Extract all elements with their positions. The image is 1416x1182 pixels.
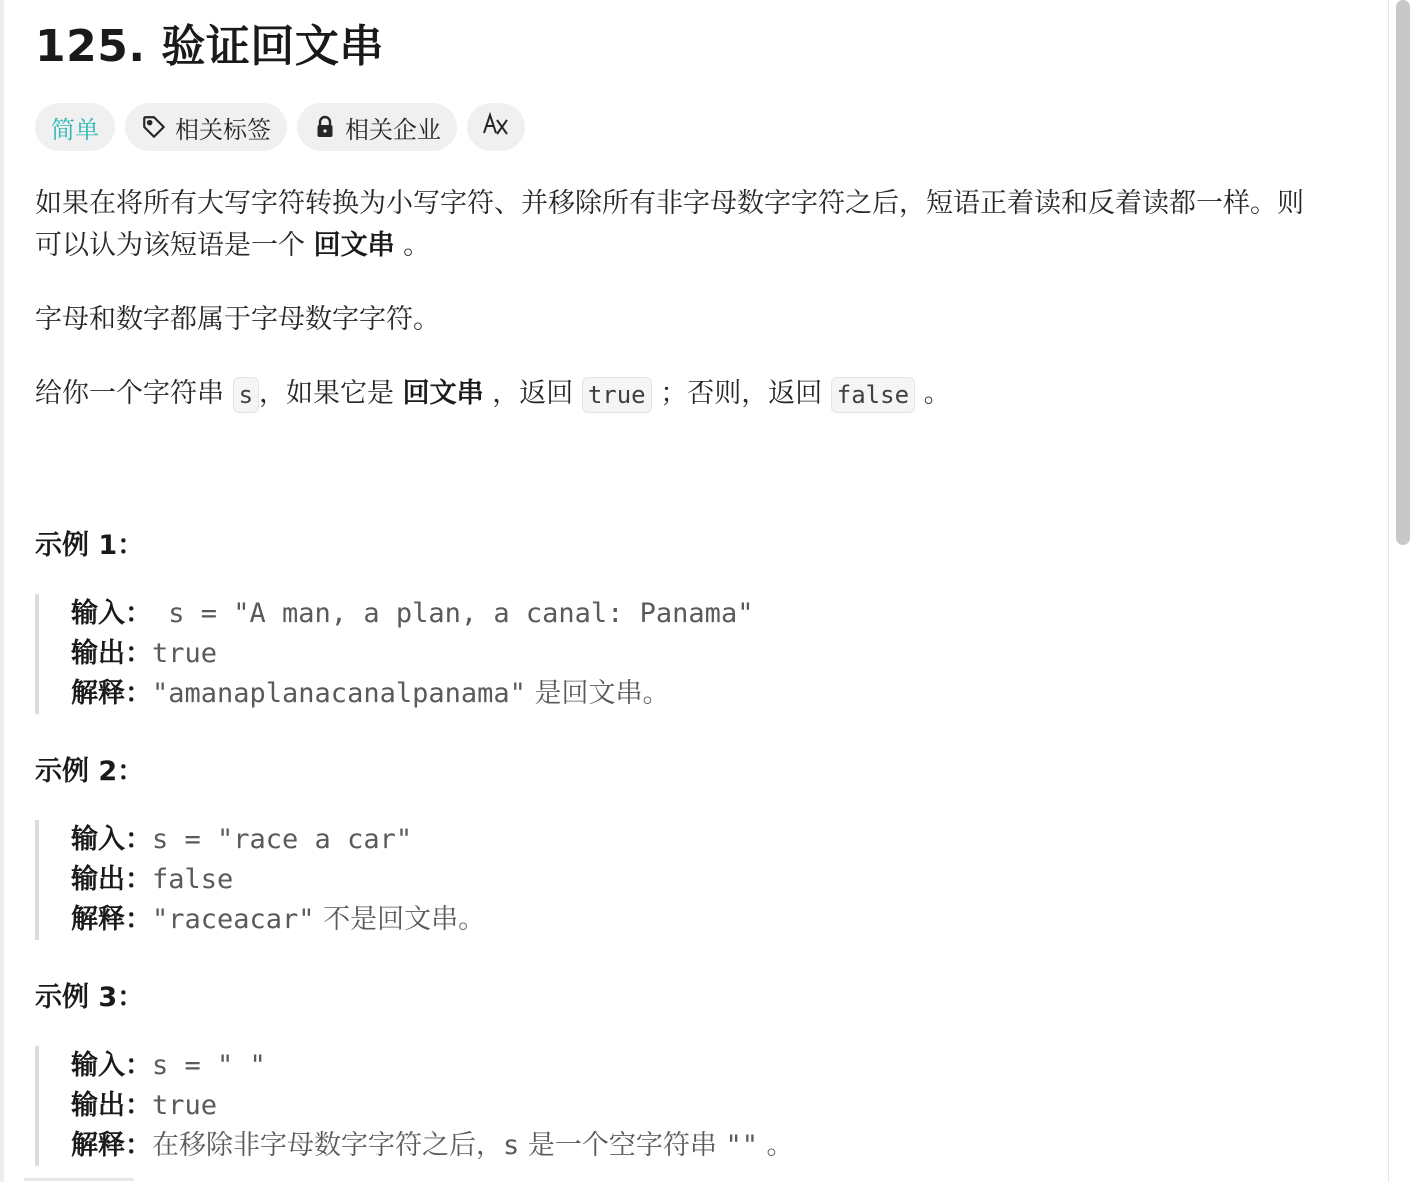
description-text: 可以认为该短语是一个 (35, 230, 314, 261)
example-output-line (71, 860, 1035, 900)
description-paragraph-2: 字母和数字都属于字母数字字符。 (35, 304, 440, 335)
translate-icon (482, 111, 510, 143)
vertical-scrollbar[interactable] (1388, 0, 1416, 1182)
tag-icon (141, 114, 167, 140)
example-1-block (35, 594, 1035, 714)
example-input-line (71, 594, 1035, 634)
example-explain-line (71, 900, 1035, 940)
explain-label: 解释： (71, 1130, 152, 1161)
related-companies-button[interactable] (297, 103, 457, 151)
example-3-block (35, 1046, 1035, 1166)
description-text: 。 (915, 378, 951, 409)
example-explain-line (71, 1126, 1035, 1166)
bottom-divider (24, 1178, 134, 1181)
description-text: ，返回 (483, 378, 582, 409)
explain-label: 解释： (71, 678, 152, 709)
example-output-line (71, 1086, 1035, 1126)
explain-text: 是一个空字符串 (519, 1130, 726, 1161)
related-tags-button[interactable] (125, 103, 287, 151)
output-value: true (152, 638, 218, 669)
description-line-1: 如果在将所有大写字符转换为小写字符、并移除所有非字母数字字符之后，短语正着读和反着读都一样。则 (35, 188, 1304, 219)
tag-bar (35, 103, 525, 151)
output-label: 输出： (71, 638, 152, 669)
inline-code-s: s (233, 377, 259, 413)
description-paragraph-3 (35, 373, 951, 415)
output-label: 输出： (71, 1090, 152, 1121)
description-text: 给你一个字符串 (35, 378, 233, 409)
explain-label: 解释： (71, 904, 152, 935)
example-2-block (35, 820, 1035, 940)
example-2-title: 示例 2： (35, 756, 145, 787)
input-label: 输入： (71, 824, 152, 855)
explain-code: "raceacar" (152, 904, 315, 935)
explain-text: 是回文串。 (525, 678, 670, 709)
output-label: 输出： (71, 864, 152, 895)
explain-code: "amanaplanacanalpanama" (152, 678, 526, 709)
explain-text: 。 (757, 1130, 794, 1161)
explain-code: s (503, 1130, 520, 1161)
description-text: ；否则，返回 (651, 378, 831, 409)
related-companies-label: 相关企业 (345, 115, 441, 144)
example-input-line (71, 1046, 1035, 1086)
example-3-title: 示例 3： (35, 982, 145, 1013)
palindrome-term: 回文串 (402, 378, 484, 409)
description-paragraph-1 (35, 183, 1304, 267)
scrollbar-thumb[interactable] (1396, 0, 1410, 545)
input-label: 输入： (71, 598, 152, 629)
output-value: false (152, 864, 234, 895)
description-text: 。 (394, 230, 431, 261)
example-input-line (71, 820, 1035, 860)
explain-code: "" (725, 1130, 758, 1161)
palindrome-term: 回文串 (313, 230, 395, 261)
description-text: ，如果它是 (259, 378, 403, 409)
input-value: s = "A man, a plan, a canal: Panama" (152, 598, 754, 629)
translate-button[interactable] (467, 103, 525, 151)
inline-code-false: false (831, 377, 915, 413)
problem-title: 125. 验证回文串 (35, 21, 384, 72)
input-value: s = "race a car" (152, 824, 413, 855)
example-1-title: 示例 1： (35, 530, 145, 561)
example-output-line (71, 634, 1035, 674)
description-line-2 (35, 225, 1304, 267)
lock-icon (313, 115, 337, 139)
related-tags-label: 相关标签 (175, 115, 271, 144)
inline-code-true: true (582, 377, 652, 413)
explain-text: 在移除非字母数字字符之后， (152, 1130, 503, 1161)
difficulty-badge[interactable]: 简单 (35, 103, 115, 151)
output-value: true (152, 1090, 218, 1121)
explain-text: 不是回文串。 (314, 904, 486, 935)
input-value: s = " " (152, 1050, 266, 1081)
input-label: 输入： (71, 1050, 152, 1081)
example-explain-line (71, 674, 1035, 714)
